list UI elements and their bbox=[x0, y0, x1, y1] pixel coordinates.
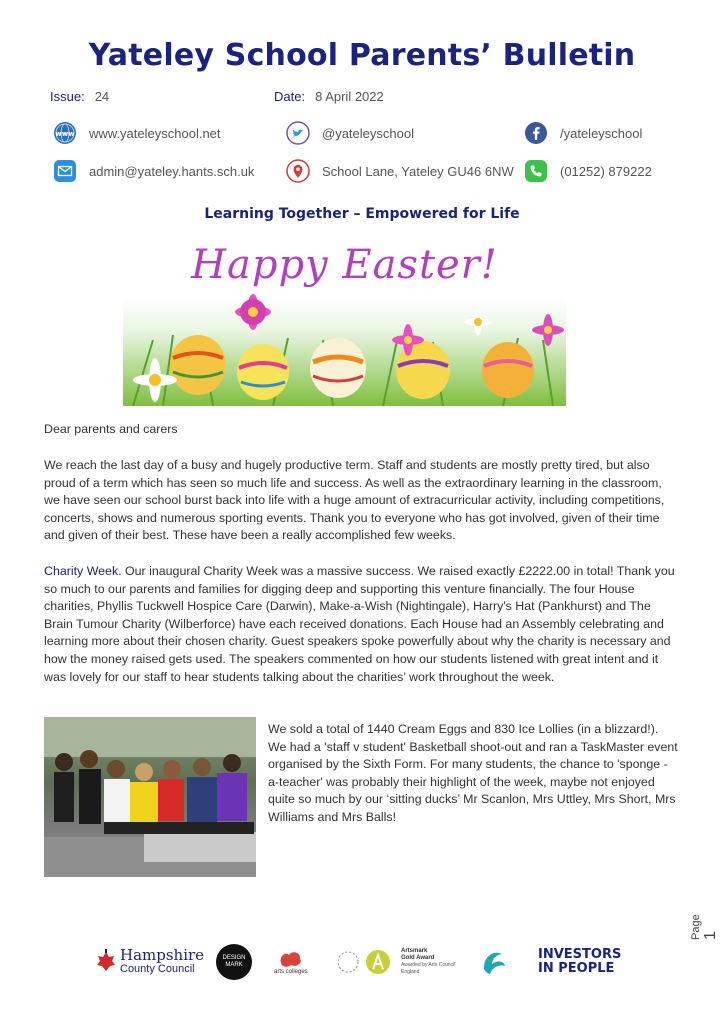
design-mark-logo bbox=[216, 940, 252, 984]
investors-text: INVESTORS bbox=[538, 947, 622, 962]
salutation: Dear parents and carers bbox=[44, 422, 178, 436]
charity-side-paragraph: We sold a total of 1440 Cream Eggs and 830 Ice Lollies (in a blizzard!). We had a 'staff v student' Basketball shoot-out and ran a TaskMaster event organised by the Sixth Form. For many students, the chance to 'sponge -a-teacher' was probably their highlight of the week, maybe not enjoyed quite so much by our ‘sitting ducks’ Mr Scanlon, Mrs Uttley, Mrs Short, Mrs Williams and Mrs Balls! bbox=[268, 722, 678, 824]
in-people-text: IN PEOPLE bbox=[538, 961, 615, 976]
charity-week-photo bbox=[44, 717, 256, 877]
issue-label: Issue: bbox=[50, 89, 85, 104]
artsmark-logo bbox=[338, 940, 461, 984]
twitter-contact[interactable] bbox=[286, 121, 414, 145]
design-mark-text: DESIGN MARK bbox=[216, 944, 252, 980]
date-value: 8 April 2022 bbox=[315, 89, 384, 104]
footer-logos bbox=[0, 940, 724, 990]
easter-banner-image bbox=[123, 240, 566, 406]
email-icon bbox=[53, 159, 77, 183]
svg-text:www: www bbox=[55, 130, 75, 138]
twitter-icon bbox=[286, 121, 310, 145]
twitter-handle[interactable]: @yateleyschool bbox=[322, 125, 414, 141]
artsmark-awarder: Awarded by Arts Council England bbox=[401, 962, 456, 975]
arts-colleges-text: arts colleges bbox=[274, 969, 308, 975]
www-globe-icon bbox=[53, 121, 77, 145]
county-council-name: County Council bbox=[120, 963, 195, 975]
charity-week-text: . Our inaugural Charity Week was a massive success. We raised exactly £2222.00 in total! Thank you so much to our parents and families for digging deep and supporting this venture financially. The four House charities, Phyllis Tuckwell Hospice Care (Darwin), Make-a-Wish (Nightingale), Harry's Hat (Pankhurst) and The Brain Tumour Charity (Wilberforce) have each received donations. Each House had an Assembly celebrating and learning more about their chosen charity. Guest speakers spoke powerfully about why the charity is necessary and how the money raised gets used. The speakers commented on how our students listened with great intent and it was lovely for our staff to hear students talking about the charities’ work throughout the week. bbox=[44, 564, 675, 684]
banner-text: Happy Easter! bbox=[191, 242, 498, 288]
phone-icon bbox=[524, 159, 548, 183]
hampshire-name: Hampshire bbox=[120, 946, 205, 964]
phone-number[interactable]: (01252) 879222 bbox=[560, 163, 652, 179]
artsmark-title: Artsmark bbox=[401, 948, 428, 954]
address-text: School Lane, Yateley GU46 6NW bbox=[322, 163, 514, 179]
date-label: Date: bbox=[274, 89, 306, 104]
email-address[interactable]: admin@yateley.hants.sch.uk bbox=[89, 163, 255, 179]
hampshire-county-council-logo bbox=[95, 940, 204, 984]
email-contact[interactable] bbox=[53, 159, 254, 183]
map-pin-icon bbox=[286, 159, 310, 183]
arts-colleges-logo bbox=[274, 940, 308, 984]
investors-in-people-logo bbox=[538, 940, 621, 984]
address-contact bbox=[286, 159, 514, 183]
phone-contact[interactable] bbox=[524, 159, 652, 183]
charity-week-heading: Charity Week bbox=[44, 564, 119, 578]
date-info bbox=[274, 89, 384, 104]
issue-value: 24 bbox=[94, 89, 110, 104]
page-label: Page bbox=[690, 914, 702, 940]
teal-organisation-logo bbox=[478, 940, 510, 984]
facebook-link[interactable]: /yateleyschool bbox=[560, 125, 643, 141]
bulletin-title: Yateley School Parents’ Bulletin bbox=[88, 38, 636, 73]
issue-info bbox=[50, 89, 109, 104]
school-motto: Learning Together – Empowered for Life bbox=[204, 206, 520, 222]
facebook-icon bbox=[524, 121, 548, 145]
intro-paragraph: We reach the last day of a busy and hugely productive term. Staff and students are mostly pretty tired, but also proud of a term which has seen so much life and success. As well as the extraordinary learning in the classroom, we have seen our school burst back into life with a huge amount of extracurricular activity, including competitions, concerts, shows and numerous sporting events. Thank you to everyone who has got involved, given of their time and given of their best. These have been a really accomplished few weeks. bbox=[44, 458, 665, 543]
facebook-contact[interactable] bbox=[524, 121, 642, 145]
website-link[interactable]: www.yateleyschool.net bbox=[89, 125, 221, 141]
page-number bbox=[690, 906, 720, 940]
artsmark-award: Gold Award bbox=[401, 955, 435, 961]
page-number-value: 1 bbox=[702, 931, 719, 940]
charity-paragraph bbox=[44, 563, 680, 686]
website-contact[interactable] bbox=[53, 121, 221, 145]
